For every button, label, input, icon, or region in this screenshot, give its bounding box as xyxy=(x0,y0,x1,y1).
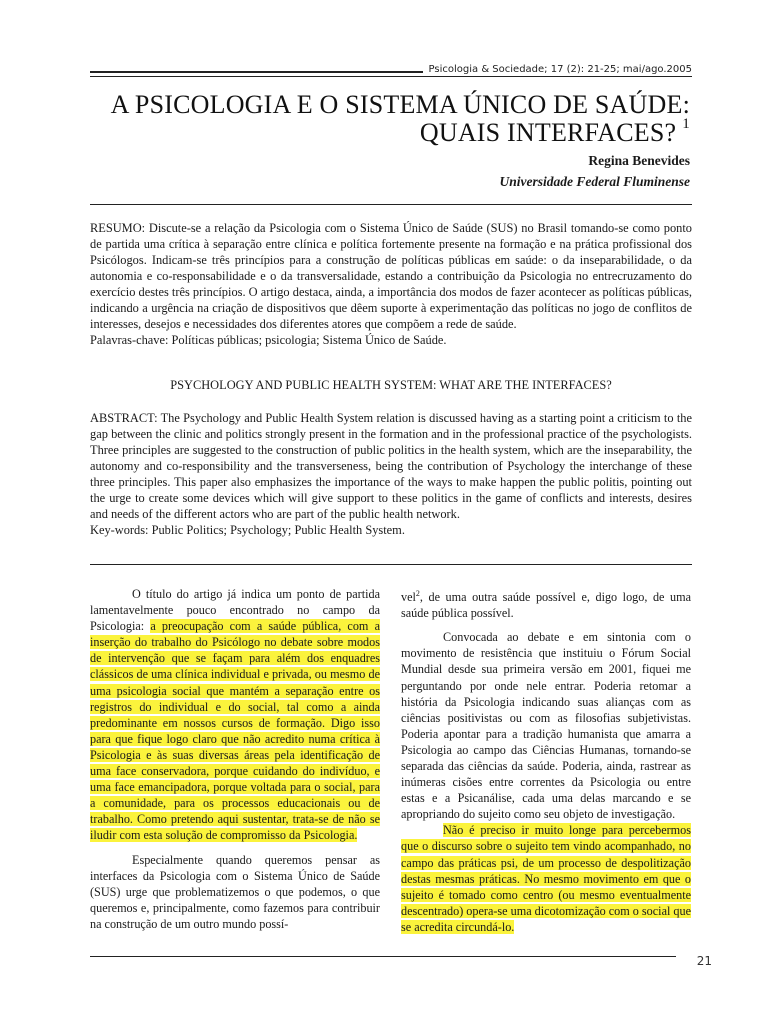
journal-citation: Psicologia & Sociedade; 17 (2): 21-25; mai/ago.2005 xyxy=(423,64,692,75)
resumo-keywords: Palavras-chave: Políticas públicas; psicologia; Sistema Único de Saúde. xyxy=(90,333,447,347)
body-column-left xyxy=(90,586,380,932)
highlighted-text: a preocupação com a saúde pública, com a inserção do trabalho do Psicólogo no debate sobre modos de intervenção que se façam para além dos enquadres clássicos de uma clínica individual e privada, ou mesmo de uma psicologia social que mantém a separação entre os registros do individual e do social, tal como a ainda predominante em nossos cursos de formação. Digo isso para que fique logo claro que não acredito numa crítica à Psicologia e às suas diversas áreas pela identificação de uma face conservadora, porque cuidando do indivíduo, e uma face emancipadora, porque voltada para o social, para a comunidade, para os processos educacionais ou de trabalho. Como pretendo aqui sustentar, trata-se de não se iludir com esta solução de compromisso da Psicologia. xyxy=(90,619,380,843)
article-title-line1: A PSICOLOGIA E O SISTEMA ÚNICO DE SAÚDE: xyxy=(110,90,690,119)
resumo-text: RESUMO: Discute-se a relação da Psicologia com o Sistema Único de Saúde (SUS) no Brasil tomando-se como ponto de partida uma crítica à separação entre clínica e política fortemente presente na formação e na prática profissional dos Psicólogos. Indicam-se três princípios para a construção de políticas públicas em saúde: o da inseparabilidade, o da autonomia e co-responsabilidade e o da transversalidade, estando a contribuição da Psicologia no entrecruzamento do exercício destes três princípios. O artigo destaca, ainda, a importância dos modos de fazer acontecer as políticas públicas, indicando a urgência na criação de dispositivos que dêem suporte à experimentação das políticas no jogo de conflitos de interesses, desejos e necessidades dos diferentes atores que compõem a rede de saúde. xyxy=(90,221,692,331)
abstract-title: PSYCHOLOGY AND PUBLIC HEALTH SYSTEM: WHAT ARE THE INTERFACES? xyxy=(170,378,612,392)
body-paragraph: Convocada ao debate e em sintonia com o movimento de resistência que instituiu o Fórum Social Mundial desde sua primeira versão em 2001, fiquei me perguntando por onde nele entrar. Poderia retomar a história da Psicologia indicando suas alianças com as ciências positivistas ou com as filosofias subjetivistas. Poderia apontar para a tradição humanista que amarra a Psicologia ao campo das Ciências Humanas, tornando-se separada das ciências da saúde. Poderia, ainda, rastrear as inúmeras cisões entre correntes da Psicologia ou entre estas e a Psicanálise, cada uma delas marcando e se apropriando do sujeito como seu objeto de investigação. xyxy=(401,630,691,822)
page-number: 21 xyxy=(696,954,712,968)
header-rule-bottom xyxy=(90,76,692,77)
body-text: , de uma outra saúde possível e, digo logo, de uma saúde pública possível. xyxy=(401,590,691,621)
footer-rule xyxy=(90,956,676,957)
abstract-text: ABSTRACT: The Psychology and Public Health System relation is discussed having as a starting point a criticism to the gap between the clinic and politics strongly present in the formation and in the professional practice of the psychologists. Three principles are suggested to the construction of public politics in the health system, which are the inseparability, the autonomy and co-responsibility and the transverseness, being the contribution of Psychology the interchange of these three principles. This paper also emphasizes the importance of the ways to make happen the public politis, pointing out the urge to create some devices which will give support to these politics in the game of conflicts and interests, desires and needs of the different actors who are part of the public health network. xyxy=(90,411,692,521)
abstract-block xyxy=(90,410,692,538)
body-text: O título do artigo já indica um ponto de partida lamentavelmente pouco encontrado no campo da Psicologia: xyxy=(90,587,380,634)
body-paragraph xyxy=(401,822,691,935)
abstract-rule-bottom xyxy=(90,564,692,565)
body-text: vel xyxy=(401,590,416,605)
abstract-rule-top xyxy=(90,204,692,205)
body-paragraph xyxy=(90,586,380,844)
resumo-block xyxy=(90,220,692,348)
body-column-right xyxy=(401,586,691,935)
highlighted-text: Não é preciso ir muito longe para percebermos que o discurso sobre o sujeito tem vindo acompanhado, no campo das práticas psi, de um processo de despolitização destas mesmas práticas. No mesmo movimento em que o sujeito é tomado como centro (ou mesmo eventualmente descentrado) opera-se uma dicotomização com o social que se acredita circundá-lo. xyxy=(401,823,692,934)
author-name: Regina Benevides xyxy=(588,153,690,168)
author-institution: Universidade Federal Fluminense xyxy=(499,174,690,189)
abstract-keywords: Key-words: Public Politics; Psychology; Public Health System. xyxy=(90,523,405,537)
footnote-ref: 2 xyxy=(415,589,420,598)
body-paragraph xyxy=(401,586,691,621)
article-title-line2 xyxy=(420,118,690,148)
footnote-mark: 1 xyxy=(682,116,690,132)
article-title-text: QUAIS INTERFACES? xyxy=(419,118,677,147)
body-paragraph: Especialmente quando queremos pensar as interfaces da Psicologia com o Sistema Único de Saúde (SUS) urge que problematizemos o que podemos, o que queremos e, principalmente, como fazemos para contribuir na construção de um outro mundo possí- xyxy=(90,852,380,931)
